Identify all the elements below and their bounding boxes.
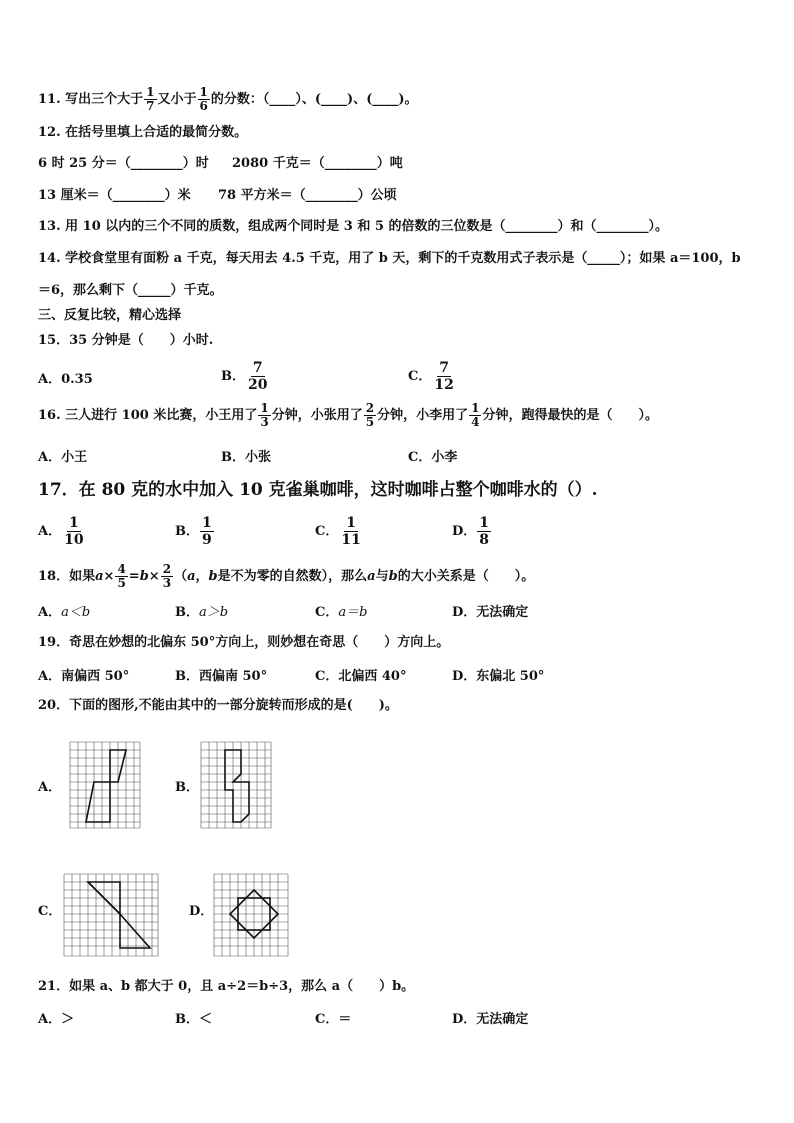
q19-option-a: A．南偏西 50° [38,669,130,684]
question-12-title: 12. 在括号里填上合适的最简分数。 [38,125,248,140]
q12-row1b: 2080 千克＝（________）吨 [232,156,403,171]
question-14-line2: ＝6，那么剩下（_____）千克。 [38,283,223,298]
section-heading-3: 三、反复比较，精心选择 [38,308,182,323]
q21-option-a: A．＞ [38,1012,75,1027]
question-21: 21．如果 a、b 都大于 0，且 a÷2＝b÷3，那么 a（ ）b。 [38,979,415,994]
q18-option-b: B．a＞b [175,605,229,620]
q11-text: 写出三个大于 [65,92,144,107]
shape-outline [225,750,249,822]
question-19: 19．奇思在妙想的北偏东 50°方向上，则妙想在奇思（ ）方向上。 [38,635,450,650]
question-18: 18．如果a× $\frac{4}{5}$ =b× $\frac{2}{3}$ （a，b是不为零的自然数），那么a与b的大小关系是（ ）。 [38,562,535,590]
grid-lines [64,874,158,956]
q17-option-c: C． $\frac{1}{11}$ [315,515,361,548]
question-20: 20．下面的图形,不能由其中的一部分旋转而形成的是( )。 [38,698,398,713]
q12-row1a: 6 时 25 分＝（________）时 [38,156,209,171]
question-13: 13. 用 10 以内的三个不同的质数，组成两个同时是 3 和 5 的倍数的三位数是（________）和（________）。 [38,219,668,234]
fraction-1-7: $\frac{1}{7}$ [146,85,155,113]
q16-option-c: C．小李 [408,450,458,465]
q18-option-c: C．a＝b [315,605,368,620]
q20-figure-b [199,740,273,830]
q19-option-c: C．北偏西 40° [315,669,407,684]
q20-figure-c [62,870,160,960]
q15-option-b: B． $\frac{7}{20}$ [221,360,268,393]
q16-option-a: A．小王 [38,450,88,465]
q20-figure-d [212,870,290,960]
q20-option-a-label: A． [38,780,62,795]
question-16: 16. 三人进行 100 米比赛，小王用了 $\frac{1}{3}$ 分钟，小张用了 $\frac{2}{5}$ 分钟，小李用了 $\frac{1}{4}$ 分钟，跑得最快的是（ ）。 [38,401,658,429]
question-14-line1: 14. 学校食堂里有面粉 a 千克，每天用去 4.5 千克，用了 b 天，剩下的千克数用式子表示是（_____）；如果 a＝100，b [38,251,741,266]
q19-option-d: D．东偏北 50° [452,669,545,684]
q12-row2b: 78 平方米＝（________）公顷 [218,188,397,203]
q18-option-d: D．无法确定 [452,605,529,620]
question-11: 11. 写出三个大于 $\frac{1}{7}$ 又小于 $\frac{1}{6}$ 的分数：（____）、(____)、(____)。 [38,85,418,113]
q19-option-b: B．西偏南 50° [175,669,268,684]
q17-option-d: D． $\frac{1}{8}$ [452,515,490,548]
q20-option-b-label: B． [175,780,199,795]
grid-lines [70,742,140,828]
q21-option-b: B．＜ [175,1012,212,1027]
q11-number: 11. [38,92,61,107]
q17-option-b: B． $\frac{1}{9}$ [175,515,212,548]
q15-option-c: C． $\frac{7}{12}$ [408,360,454,393]
q18-option-a: A．a＜b [38,605,91,620]
q21-option-c: C．＝ [315,1012,352,1027]
q17-option-a: A． $\frac{1}{10}$ [38,515,84,548]
q21-option-d: D．无法确定 [452,1012,529,1027]
q12-row2a: 13 厘米＝（________）米 [38,188,191,203]
shape-outline [86,750,126,822]
q16-option-b: B．小张 [221,450,271,465]
q15-option-a: A．0.35 [38,372,93,387]
fraction-1-6: $\frac{1}{6}$ [199,85,208,113]
question-17: 17．在 80 克的水中加入 10 克雀巢咖啡，这时咖啡占整个咖啡水的（）. [38,480,598,500]
q20-figure-a [68,740,142,830]
q20-option-c-label: C． [38,904,62,919]
q20-option-d-label: D． [189,904,214,919]
question-15: 15．35 分钟是（ ）小时. [38,333,214,348]
grid-lines [201,742,271,828]
